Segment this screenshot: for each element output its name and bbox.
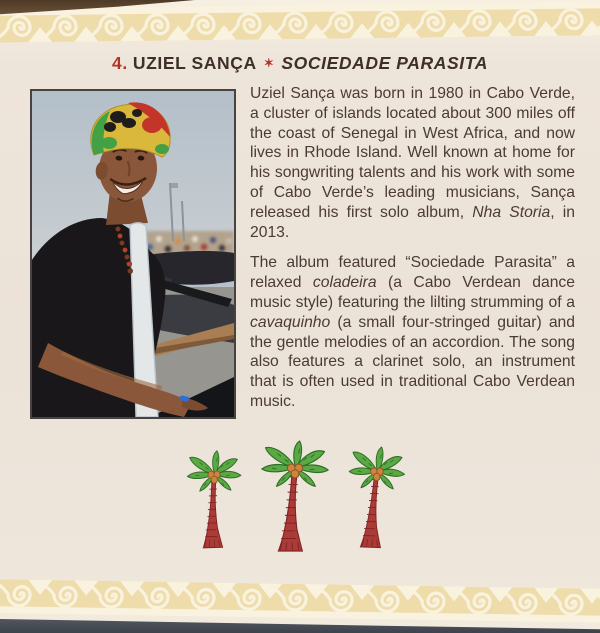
artist-name: UZIEL SANÇA (132, 53, 257, 73)
bio-text (250, 84, 575, 423)
star-separator-icon: ✶ (263, 56, 275, 70)
bio-p2-seg1: The album featured “Sociedade Parasita” a relaxed (250, 254, 575, 292)
bio-p2-seg5: (a small four-stringed guitar) and the gentle melodies of an accordion. The song also features a clarinet solo, an instrument that is often used in traditional Cabo Verdean music. (250, 313, 575, 410)
bio-p2-term-coladeira: coladeira (312, 274, 377, 292)
bio-paragraph-1 (250, 84, 575, 242)
palm-tree-icon (184, 449, 245, 551)
palm-tree-artwork (186, 430, 420, 550)
track-title (0, 53, 600, 74)
bio-p1-seg3: , in 2013. (250, 203, 576, 241)
bio-paragraph-2 (250, 253, 575, 411)
track-number: 4. (112, 53, 128, 73)
palm-tree-icon (259, 440, 331, 554)
bio-p1-seg1: Uziel Sança was born in 1980 in Cabo Verde, a cluster of islands located about 300 miles off the coast of Senegal in West Africa, and now lives in Rhode Island. Well known at home for his songwriting talents and his work with some of Cabo Verde’s leading musicians, Sança released his first solo album, (250, 85, 575, 221)
artist-photo (30, 89, 236, 419)
greek-wave-border-bottom (0, 579, 600, 623)
palm-tree-icon (344, 445, 408, 551)
song-title: SOCIEDADE PARASITA (281, 53, 488, 73)
artist-photo-illustration (32, 91, 234, 417)
bio-p2-seg3: (a Cabo Verdean dance music style) featuring the lilting strumming of a (250, 274, 576, 311)
bio-p1-album-title: Nha Storia (472, 203, 551, 221)
bio-p2-term-cavaquinho: cavaquinho (250, 313, 331, 331)
